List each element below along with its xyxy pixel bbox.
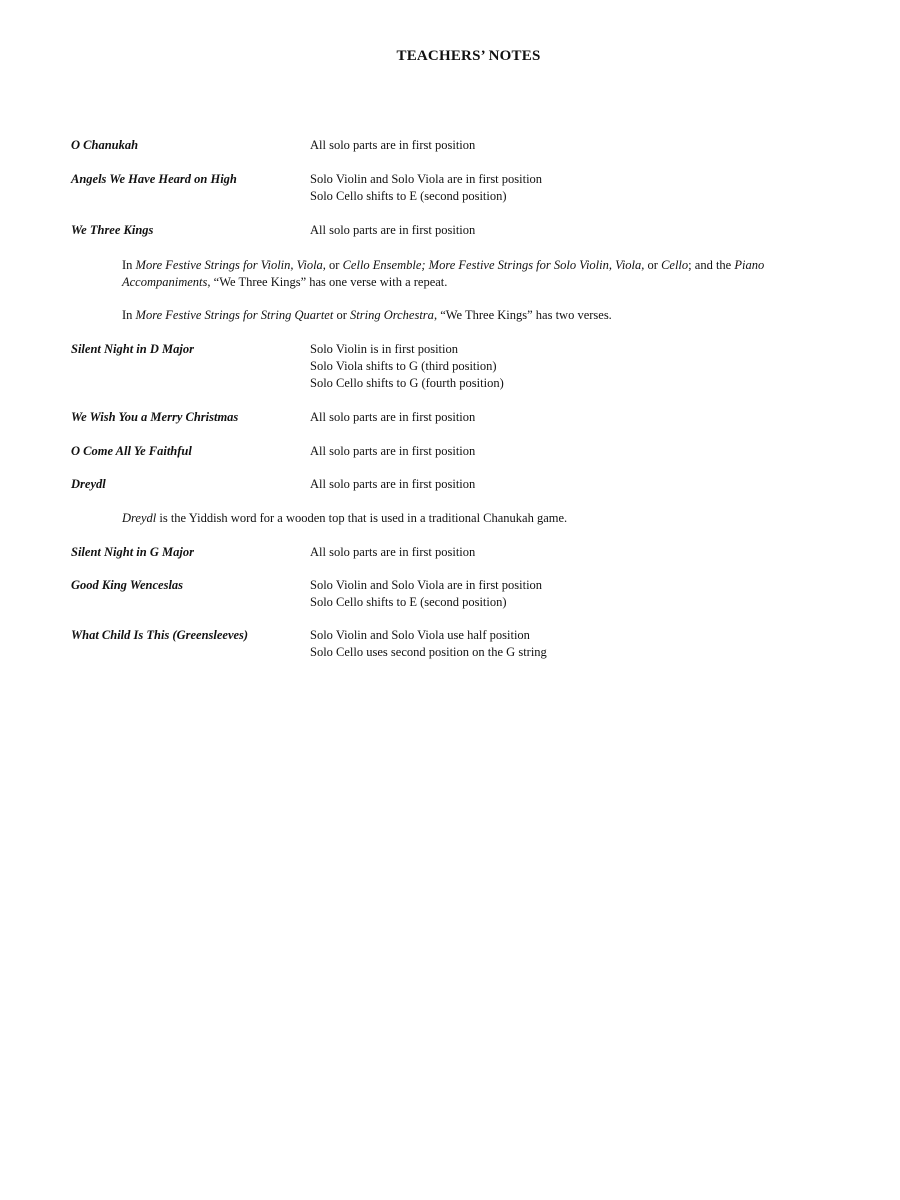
entry-good-king-wenceslas [71,577,841,611]
song-title: Dreydl [71,477,106,491]
song-title: Good King Wenceslas [71,578,184,592]
text-run: , “We Three Kings” has one verse with a repeat. [207,275,448,289]
song-title: We Three Kings [71,223,154,237]
song-notes [310,443,841,460]
song-title: Angels We Have Heard on High [71,172,237,186]
song-notes [310,476,841,493]
text-run: or [644,258,662,272]
note-line: All solo parts are in first position [310,138,476,152]
text-run: , “We Three Kings” has two verses. [433,308,612,322]
entry-we-wish-you-a-merry-christmas [71,409,841,426]
text-run: or [333,308,351,322]
note-line: Solo Cello shifts to G (fourth position) [310,376,504,390]
song-title: Silent Night in D Major [71,342,194,356]
note-line: Solo Violin and Solo Viola use half position [310,628,530,642]
song-title: What Child Is This (Greensleeves) [71,628,249,642]
note-line: Solo Violin is in first position [310,342,458,356]
entry-dreydl [71,476,841,493]
italic-title: Dreydl [122,511,157,525]
note-line: All solo parts are in first position [310,410,476,424]
we-three-kings-note-2 [122,307,841,324]
song-title: Silent Night in G Major [71,545,194,559]
text-run: In [122,308,136,322]
note-line: All solo parts are in first position [310,477,476,491]
entry-o-chanukah [71,137,841,154]
song-notes [310,222,841,239]
entry-o-come-all-ye-faithful [71,443,841,460]
song-title: O Come All Ye Faithful [71,444,192,458]
song-notes [310,627,841,661]
song-notes [310,137,841,154]
text-run: In [122,258,136,272]
note-line: All solo parts are in first position [310,545,476,559]
note-line: Solo Violin and Solo Viola are in first position [310,578,543,592]
page-title: TEACHERS’ NOTES [396,48,541,64]
song-notes [310,341,841,392]
note-line: Solo Cello shifts to E (second position) [310,189,507,203]
entry-silent-night-g-major [71,544,841,561]
notes-content [71,137,841,661]
dreydl-note [122,510,841,527]
note-line: All solo parts are in first position [310,444,476,458]
song-title: We Wish You a Merry Christmas [71,410,239,424]
song-notes [310,577,841,611]
song-notes [310,171,841,205]
text-run: or [325,258,343,272]
italic-title: Cello Ensemble; More Festive Strings for Solo Violin, Viola, [342,258,645,272]
italic-title: String Orchestra [350,308,434,322]
entry-angels-we-have-heard-on-high [71,171,841,205]
we-three-kings-note-1 [122,257,841,291]
song-title: O Chanukah [71,138,139,152]
italic-title: More Festive Strings for Violin, Viola, [135,258,326,272]
italic-title: Piano Accompaniments [122,258,765,289]
entry-we-three-kings [71,222,841,239]
song-notes [310,544,841,561]
entry-what-child-is-this [71,627,841,661]
text-run: ; and the [688,258,735,272]
note-line: Solo Cello uses second position on the G string [310,645,547,659]
note-line: Solo Violin and Solo Viola are in first position [310,172,543,186]
song-notes [310,409,841,426]
entry-silent-night-d-major [71,341,841,392]
italic-title: More Festive Strings for String Quartet [135,308,334,322]
italic-title: Cello [661,258,689,272]
note-line: All solo parts are in first position [310,223,476,237]
note-line: Solo Viola shifts to G (third position) [310,359,497,373]
note-line: Solo Cello shifts to E (second position) [310,595,507,609]
text-run: is the Yiddish word for a wooden top that is used in a traditional Chanukah game. [156,511,568,525]
